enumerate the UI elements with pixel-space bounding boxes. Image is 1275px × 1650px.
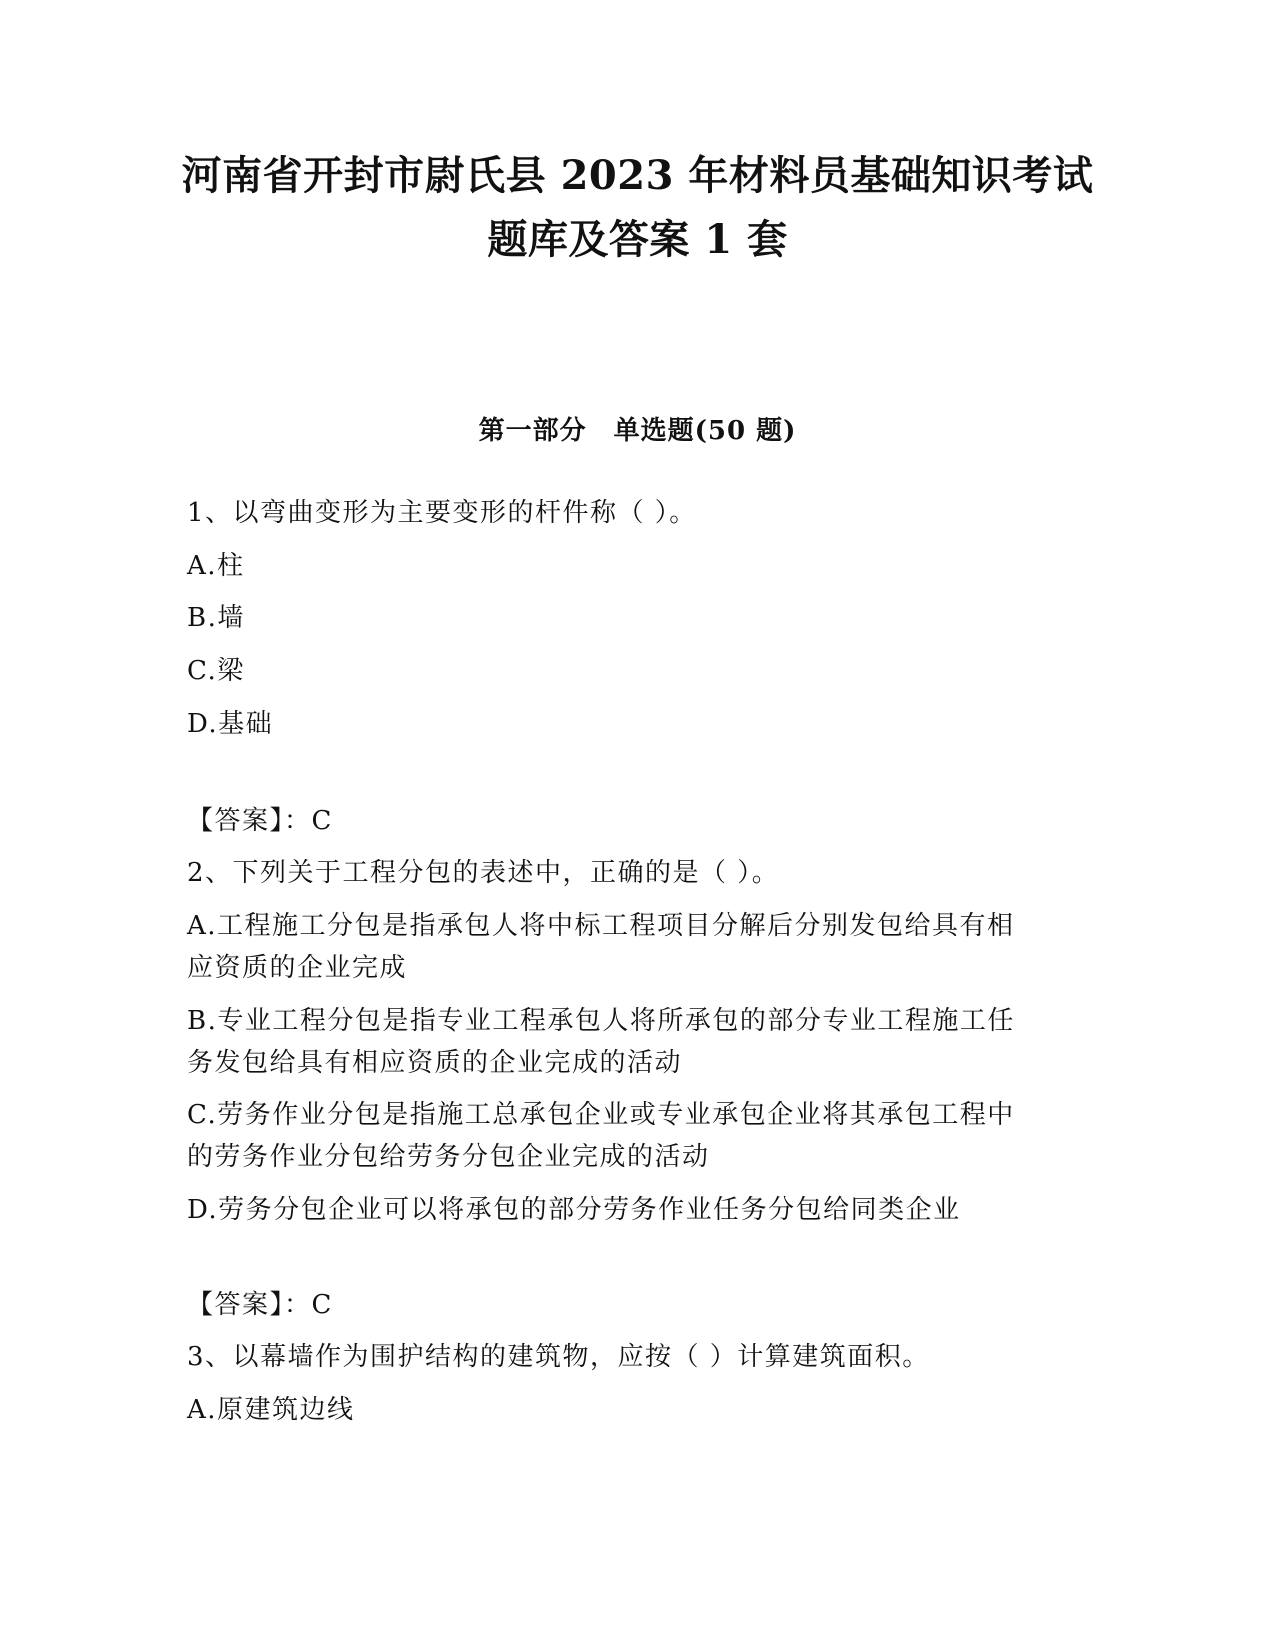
document-title-line-2: 题库及答案 1 套	[487, 216, 788, 263]
question-1-option-a: A.柱	[187, 551, 245, 581]
question-1-option-d: D.基础	[187, 709, 274, 739]
question-3-stem: 3、以幕墙作为围护结构的建筑物，应按（ ）计算建筑面积。	[187, 1342, 930, 1372]
question-2-option-a-line-2: 应资质的企业完成	[187, 953, 408, 983]
question-2-option-d: D.劳务分包企业可以将承包的部分劳务作业任务分包给同类企业	[187, 1195, 961, 1225]
question-1-option-c: C.梁	[187, 656, 245, 686]
question-2-option-b-line-1: B.专业工程分包是指专业工程承包人将所承包的部分专业工程施工任	[187, 1006, 1015, 1036]
question-2-option-c-line-1: C.劳务作业分包是指施工总承包企业或专业承包企业将其承包工程中	[187, 1100, 1015, 1130]
question-1-answer: 【答案】：C	[187, 806, 333, 836]
question-1-stem: 1、以弯曲变形为主要变形的杆件称（ ）。	[187, 498, 697, 528]
question-2-option-b-line-2: 务发包给具有相应资质的企业完成的活动	[187, 1048, 683, 1078]
document-title-line-1: 河南省开封市尉氏县 2023 年材料员基础知识考试	[181, 152, 1094, 199]
question-2-option-c-line-2: 的劳务作业分包给劳务分包企业完成的活动	[187, 1142, 710, 1172]
question-3-option-a: A.原建筑边线	[187, 1395, 355, 1425]
question-2-option-a-line-1: A.工程施工分包是指承包人将中标工程项目分解后分别发包给具有相	[187, 911, 1015, 941]
question-2-answer: 【答案】：C	[187, 1290, 333, 1320]
question-2-stem: 2、下列关于工程分包的表述中，正确的是（ ）。	[187, 858, 780, 888]
question-1-option-b: B.墙	[187, 603, 245, 633]
section-heading: 第一部分 单选题(50 题)	[478, 416, 797, 446]
